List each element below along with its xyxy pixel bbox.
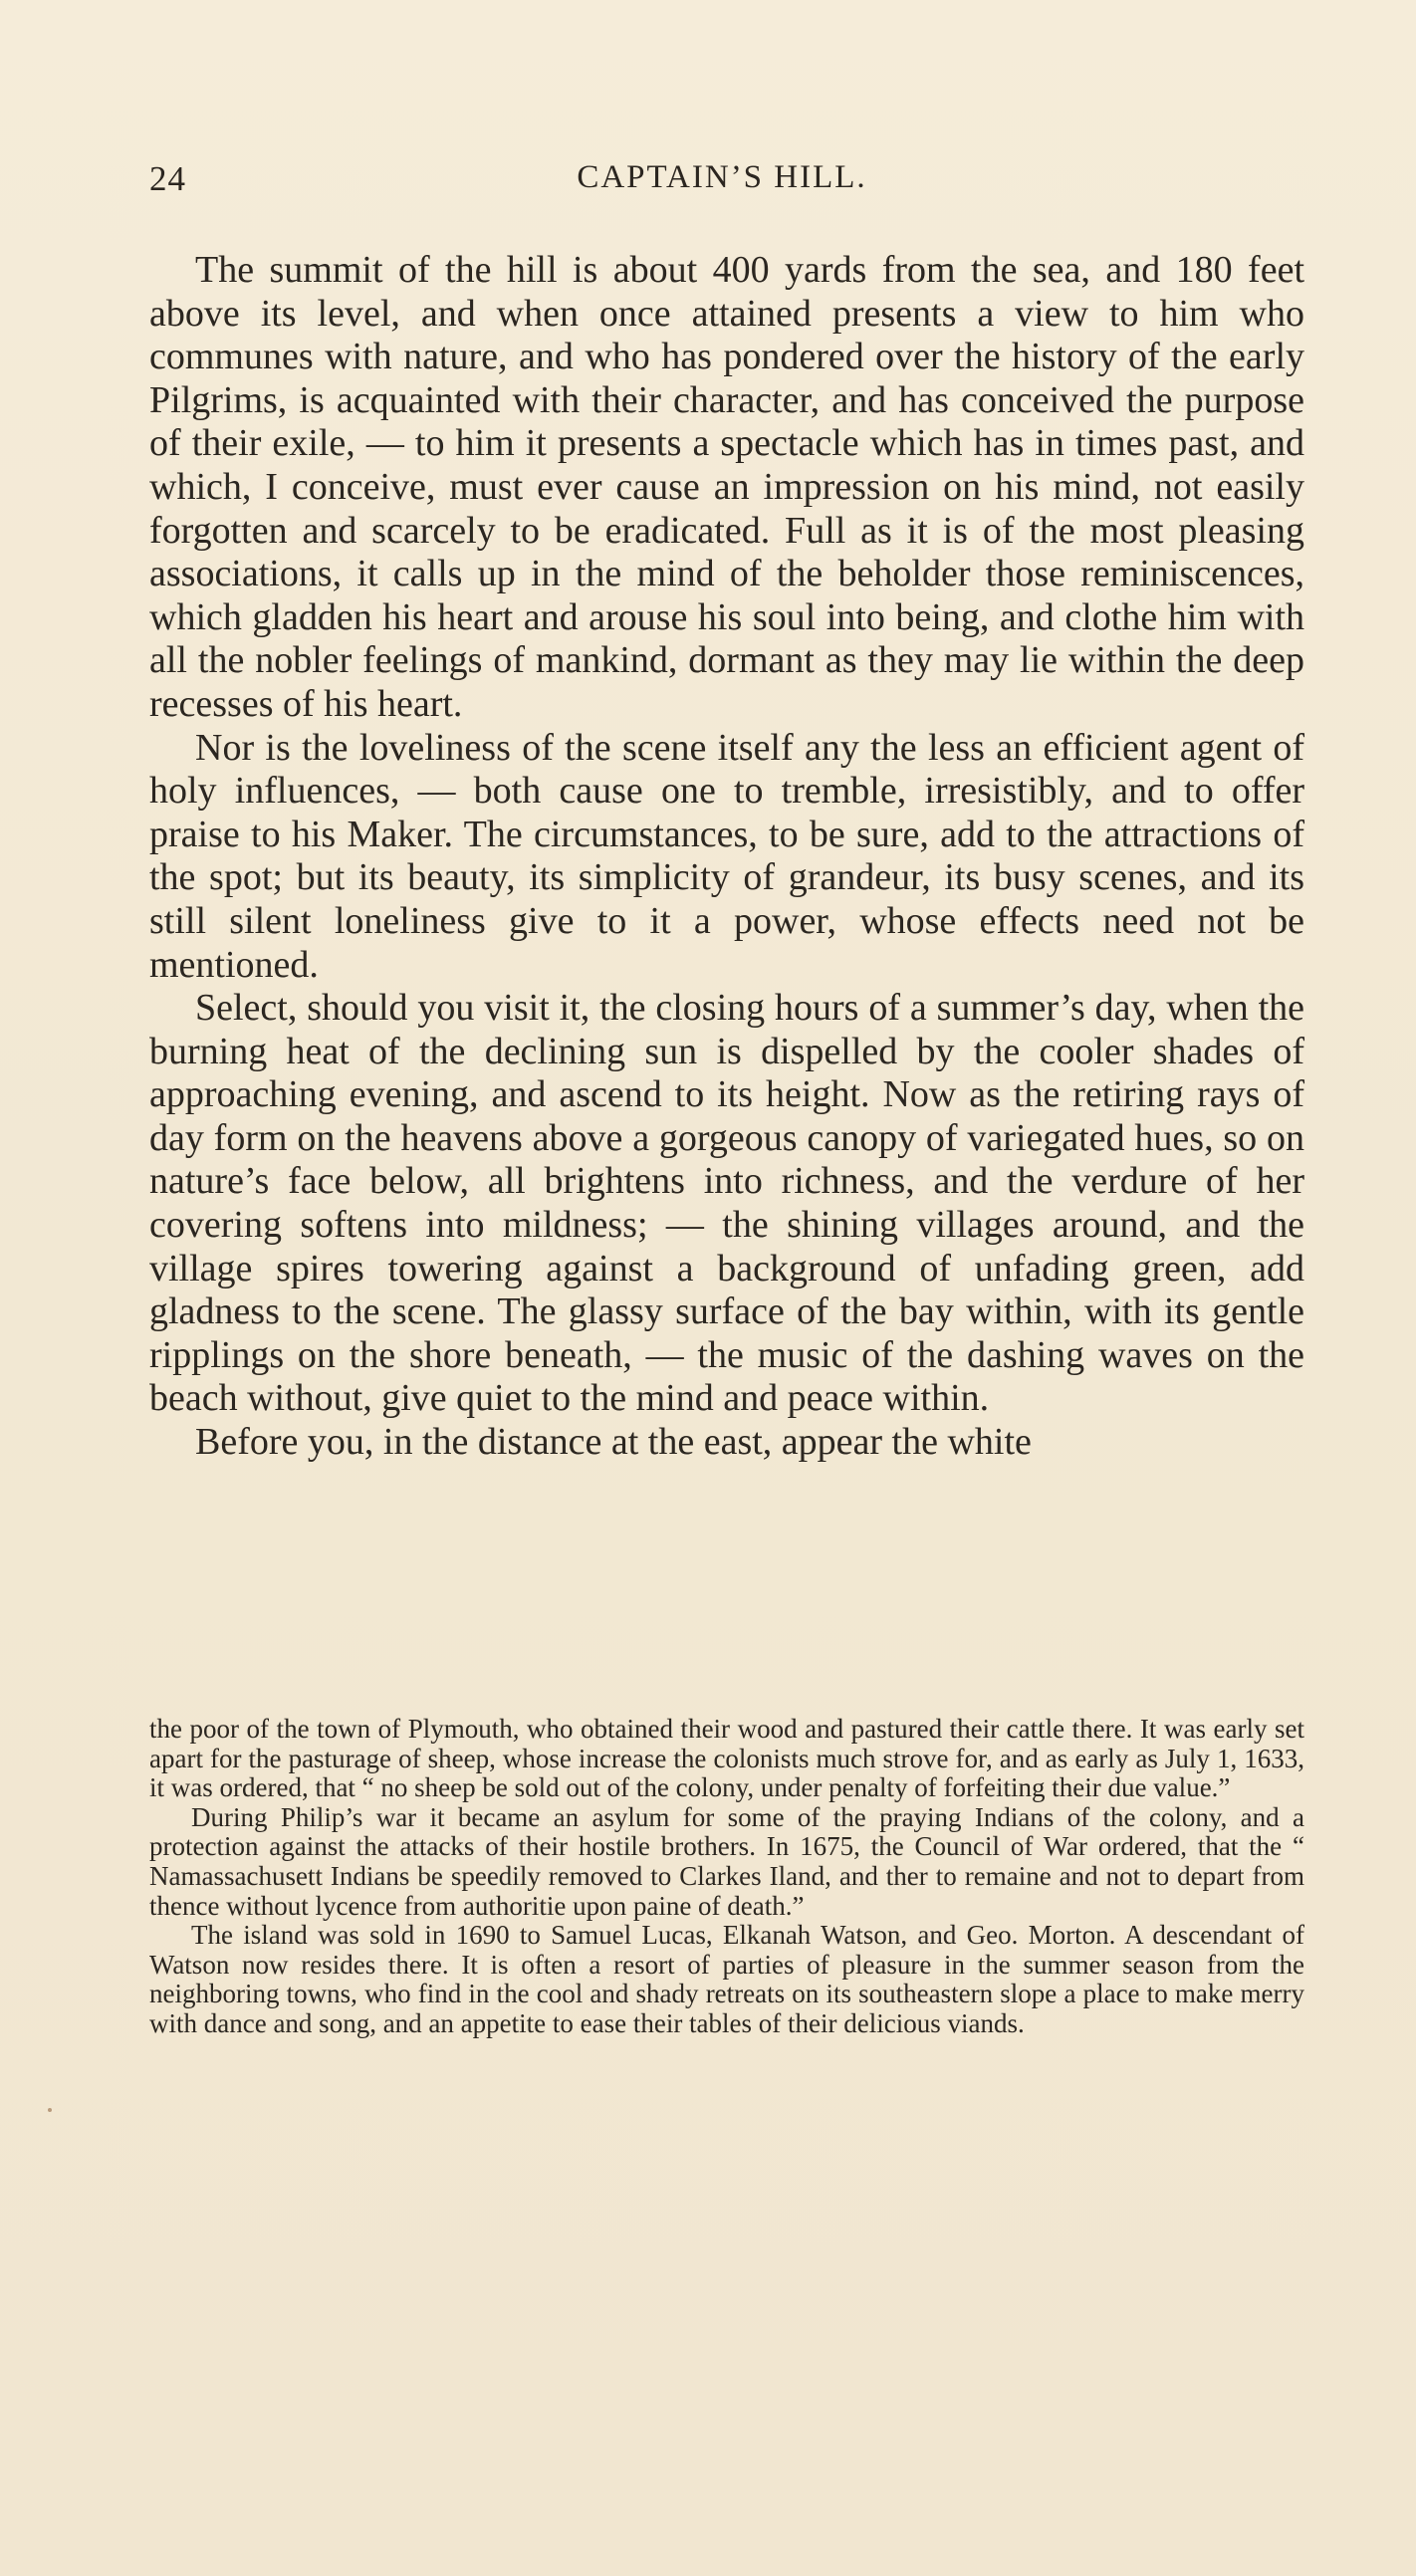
body-paragraph-3: Select, should you visit it, the closing hours of a summer’s day, when the burning heat of the declining sun is dispelled by the cooler shades of approaching evening, and ascend to its height. Now as the retiring rays of day form on the heavens above a gorgeous canopy of variegated hues, so on nature’s face below, all brightens into richness, and the verdure of her covering softens into mildness; — the shining villages around, and the village spires towering against a background of unfading green, add gladness to the scene. The glassy surface of the bay within, with its gentle ripplings on the shore beneath, — the music of the dashing waves on the beach without, give quiet to the mind and peace within. — [149, 987, 1304, 1420]
footnote-paragraph-2: During Philip’s war it became an asylum for some of the praying Indians of the colony, and a protection against the attacks of their hostile brothers. In 1675, the Council of War ordered, that the “ Namassachusett Indians be speedily removed to Clarkes Iland, and ther to remaine and not to depart from thence without lycence from authoritie upon paine of death.” — [149, 1801, 1304, 1921]
body-paragraph-1: The summit of the hill is about 400 yards from the sea, and 180 feet above its level, and when once attained presents a view to him who communes with nature, and who has pondered over the history of the early Pilgrims, is acquainted with their character, and has conceived the purpose of their exile, — to him it presents a spectacle which has in times past, and which, I conceive, must ever cause an impression on his mind, not easily forgotten and scarcely to be eradicated. Full as it is of the most pleasing associations, it calls up in the mind of the beholder those reminiscences, which gladden his heart and arouse his soul into being, and clothe him with all the nobler feelings of mankind, dormant as they may lie within the deep recesses of his heart. — [149, 249, 1304, 725]
page-header — [149, 159, 1295, 209]
page-number: 24 — [149, 159, 186, 198]
footnote-paragraph-3: The island was sold in 1690 to Samuel Lucas, Elkanah Watson, and Geo. Morton. A descendant of Watson now resides there. It is often a resort of parties of pleasure in the summer season from the neighboring towns, who find in the cool and shady retreats on its southeastern slope a place to make merry with dance and song, and an appetite to ease their tables of their delicious viands. — [149, 1920, 1304, 2038]
paper-speck — [48, 2108, 52, 2112]
body-paragraph-4: Before you, in the distance at the east, appear the white — [195, 1421, 1032, 1464]
running-head: CAPTAIN’S HILL. — [577, 159, 867, 195]
footnote-paragraph-1: the poor of the town of Plymouth, who obtained their wood and pastured their cattle there. It was early set apart for the pasturage of sheep, whose increase the colonists much strove for, and as early as July 1, 1633, it was ordered, that “ no sheep be sold out of the colony, under penalty of forfeiting their due value.” — [149, 1714, 1304, 1803]
footnotes — [149, 1715, 1304, 2039]
main-text — [149, 249, 1304, 1465]
body-paragraph-2: Nor is the loveliness of the scene itself any the less an efficient agent of holy influences, — both cause one to tremble, irresistibly, and to offer praise to his Maker. The circumstances, to be sure, add to the attractions of the spot; but its beauty, its simplicity of grandeur, its busy scenes, and its still silent loneliness give to it a power, whose effects need not be mentioned. — [149, 726, 1304, 986]
